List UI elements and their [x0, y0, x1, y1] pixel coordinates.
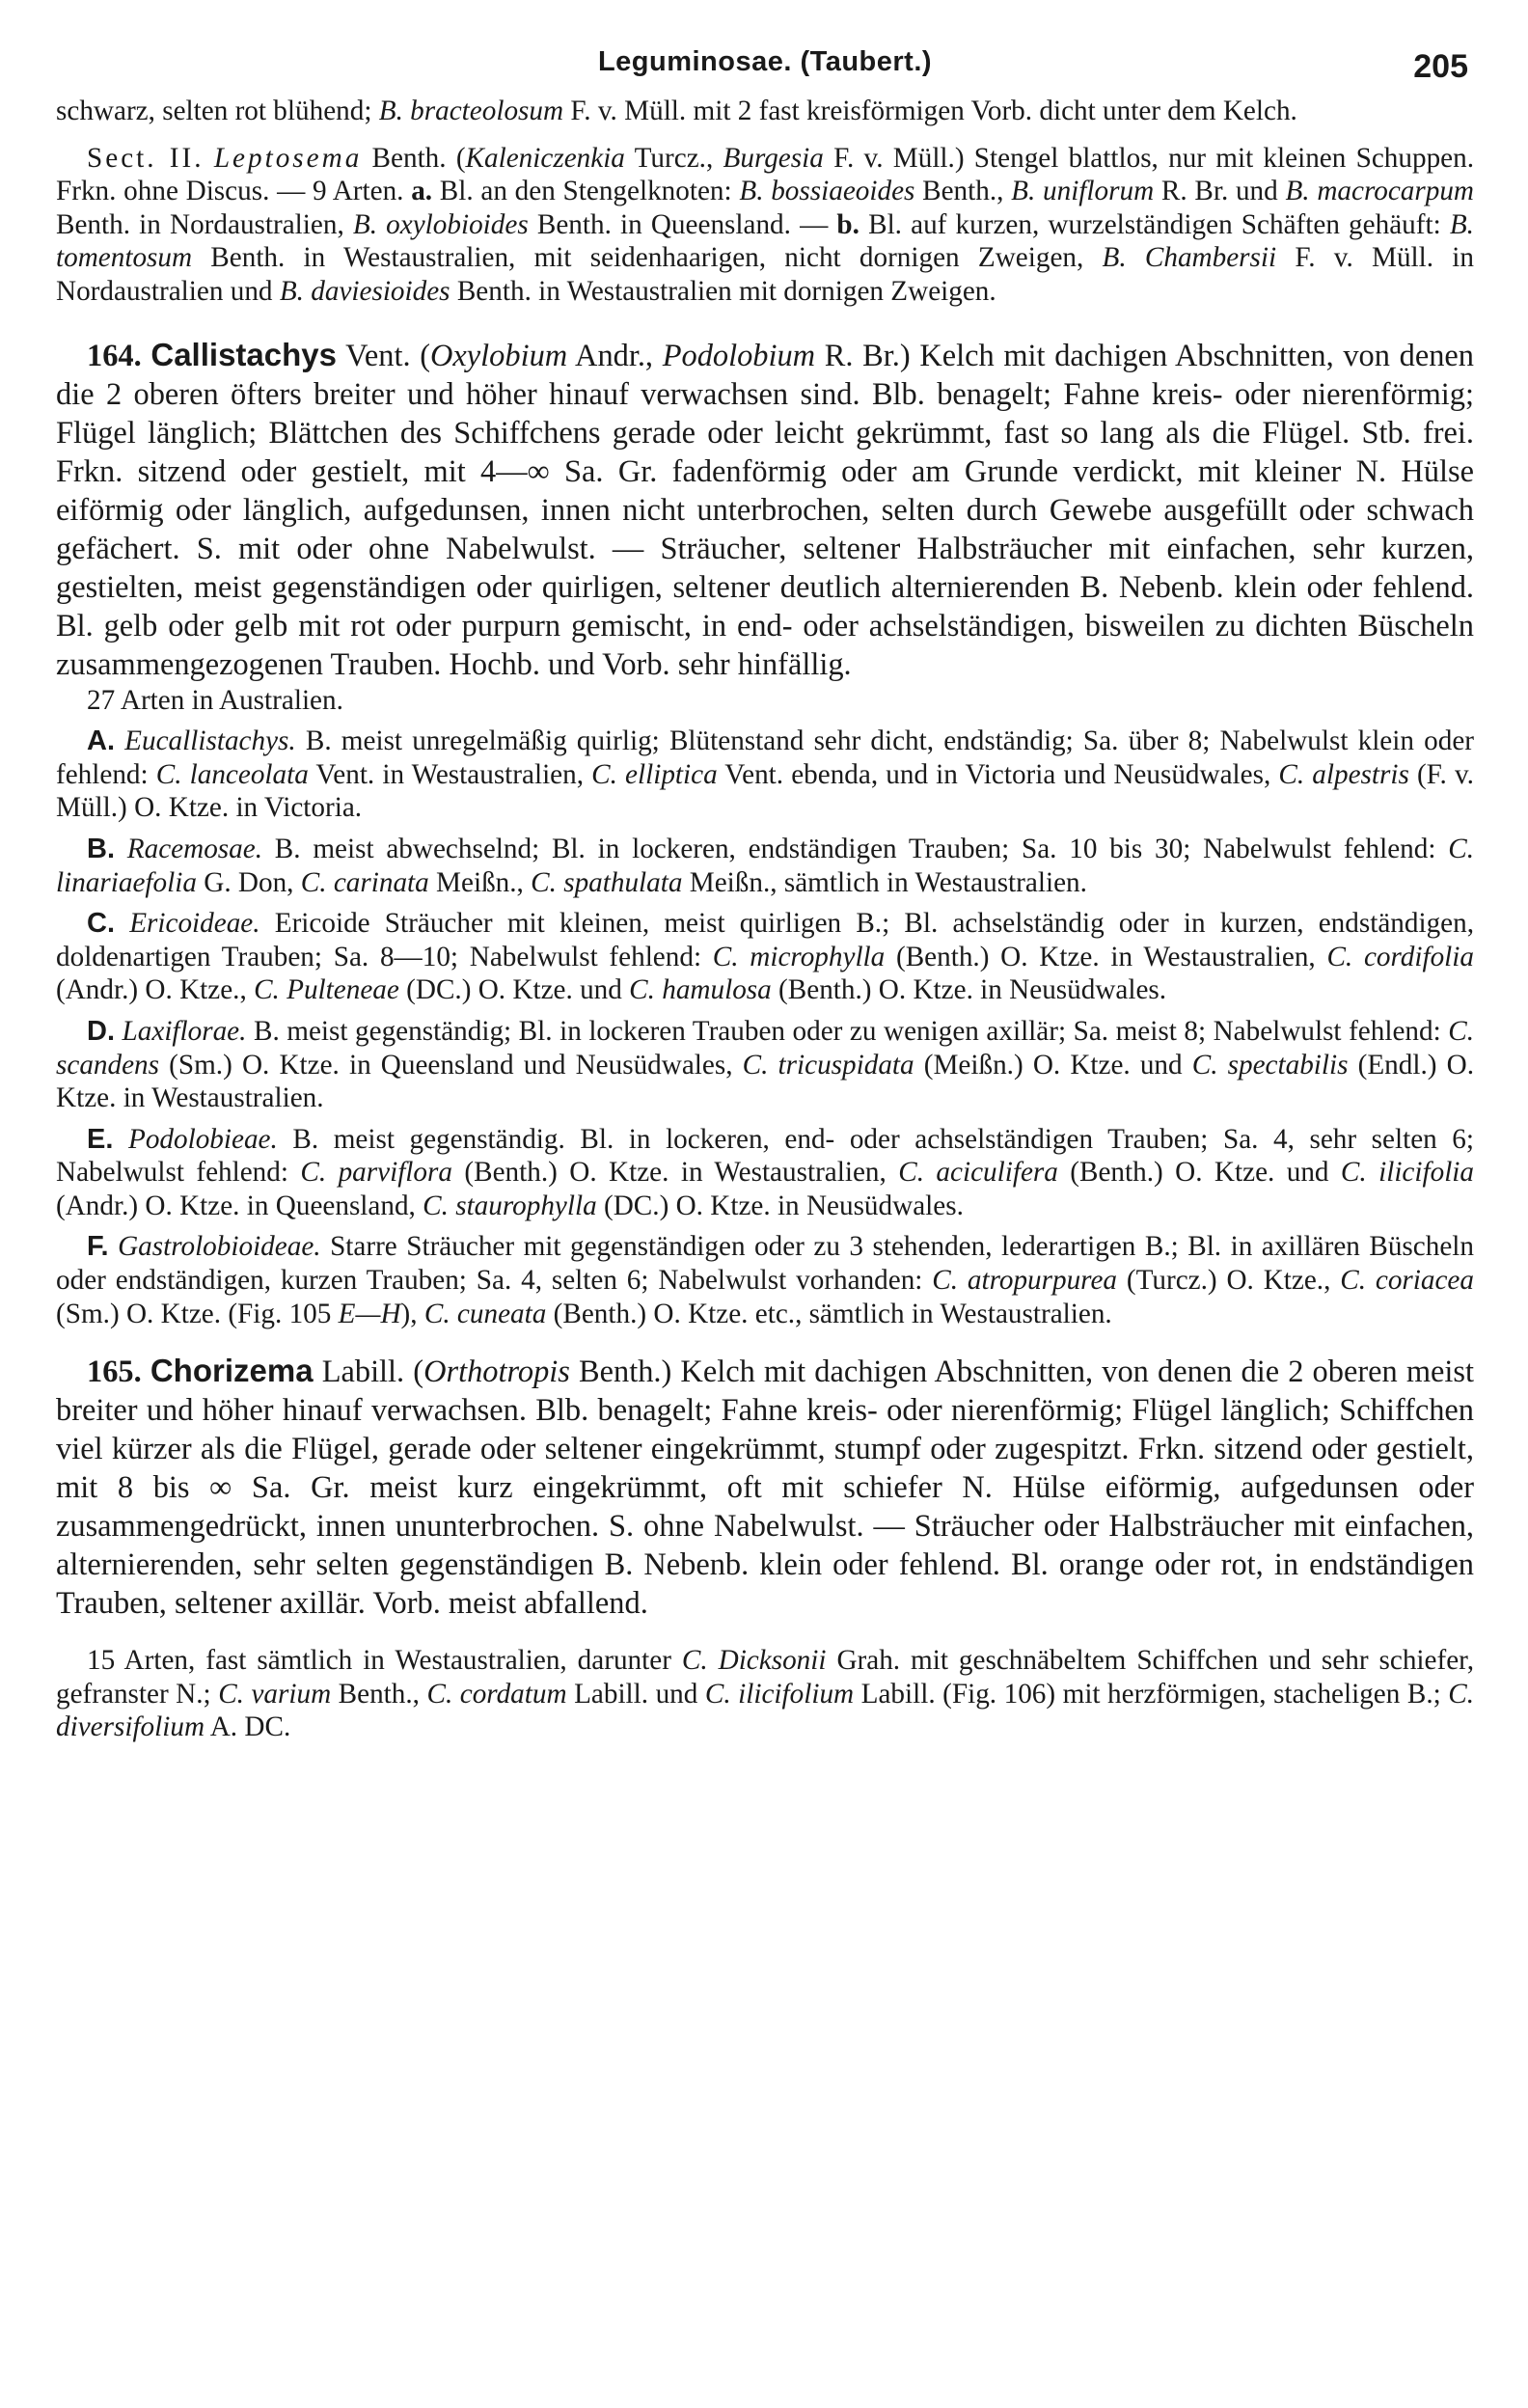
paragraph-continuation: schwarz, selten rot blühend; B. bracteolosum F. v. Müll. mit 2 fast kreisförmigen Vorb. dicht unter dem Kelch.: [56, 96, 1297, 126]
subsection-key: A.: [87, 725, 115, 757]
subsection-name: Podolobieae.: [127, 1123, 278, 1155]
genus-name: Callistachys: [150, 336, 337, 372]
subsection-C: C. Ericoideae. Ericoide Sträucher mit kleinen, meist quirligen B.; Bl. achselständig oder in kurzen, endständigen, doldenartigen Trauben; Sa. 8—10; Nabelwulst fehlend: C. microphylla (Benth.) O. Ktze. in Westaustralien, C. cordifolia (Andr.) O. Ktze., C. Pulteneae (DC.) O. Ktze. und C. hamulosa (Benth.) O. Ktze. in Neusüdwales.: [56, 908, 1475, 1006]
species-count: 27 Arten in Australien.: [87, 684, 343, 716]
subsection-A: A. Eucallistachys. B. meist unregelmäßig quirlig; Blütenstand sehr dicht, endständig; Sa. über 8; Nabelwulst klein oder fehlend: C. lanceolata Vent. in Westaustralien, C. elliptica Vent. ebenda, und in Victoria und Neusüdwales, C. alpestris (F. v. Müll.) O. Ktze. in Victoria.: [56, 725, 1474, 824]
running-title: Leguminosae. (Taubert.): [597, 46, 933, 77]
subsection-B: B. Racemosae. B. meist abwechselnd; Bl. in lockeren, endständigen Trauben; Sa. 10 bis 30; Nabelwulst fehlend: C. linariaefolia G. Don, C. carinata Meißn., C. spathulata Meißn., sämtlich in Westaustralien.: [56, 833, 1474, 898]
subsection-key: B.: [87, 833, 115, 864]
subsection-key: D.: [87, 1015, 115, 1047]
page-number: 205: [1413, 48, 1468, 85]
genus-number: 164.: [87, 338, 142, 373]
paragraph-section-leptosema: Sect. II. Leptosema Benth. (Kaleniczenkia Turcz., Burgesia F. v. Müll.) Stengel blattlos, nur mit kleinen Schuppen. Frkn. ohne Discus. — 9 Arten. a. Bl. an den Stengelknoten: B. bossiaeoides Benth., B. uniflorum R. Br. und B. macrocarpum Benth. in Nordaustralien, B. oxylobioides Benth. in Queensland. — b. Bl. auf kurzen, wurzelständigen Schäften gehäuft: B. tomentosum Benth. in Westaustralien, mit seidenhaarigen, nicht dornigen Zweigen, B. Chambersii F. v. Müll. in Nordaustralien und B. daviesioides Benth. in Westaustralien mit dornigen Zweigen.: [56, 142, 1475, 307]
subsection-F: F. Gastrolobioideae. Starre Sträucher mit gegenständigen oder zu 3 stehenden, lederartigen B.; Bl. in axillären Büscheln oder endständigen, kurzen Trauben; Sa. 4, selten 6; Nabelwulst vorhanden: C. atropurpurea (Turcz.) O. Ktze., C. coriacea (Sm.) O. Ktze. (Fig. 105 E—H), C. cuneata (Benth.) O. Ktze. etc., sämtlich in Westaustralien.: [56, 1231, 1474, 1329]
page-header: [56, 41, 1474, 95]
section-name: Leptosema: [213, 142, 363, 174]
subsection-name: Gastrolobioideae.: [118, 1231, 321, 1263]
subsection-key: C.: [87, 908, 115, 940]
taxon-name: B. bracteolosum: [378, 96, 564, 126]
genus-number: 165.: [87, 1354, 142, 1390]
paragraph-genus-callistachys: 164. Callistachys Vent. (Oxylobium Andr., Podolobium R. Br.) Kelch mit dachigen Abschnitten, von denen die 2 oberen öfters breiter und höher hinauf verwachsen sind. Blb. benagelt; Fahne kreis- oder nierenförmig; Flügel länglich; Blättchen des Schiffchens gerade oder leicht gekrümmt, fast so lang als die Flügel. Stb. frei. Frkn. sitzend oder gestielt, mit 4—∞ Sa. Gr. fadenförmig oder am Grunde verdickt, mit kleiner N. Hülse eiförmig oder länglich, aufgedunsen, innen nicht unterbrochen, selten durch Gewebe ausgefüllt oder schwach gefächert. S. mit oder ohne Nabelwulst. — Sträucher, seltener Halbsträucher mit einfachen, sehr kurzen, gestielten, meist gegenständigen oder quirligen, seltener deutlich alternierenden B. Nebenb. klein oder fehlend. Bl. gelb oder gelb mit rot oder purpurn gemischt, in end- oder achselständigen, bisweilen zu dichten Büscheln zusammengezogenen Trauben. Hochb. und Vorb. sehr hinfällig.: [56, 336, 1474, 682]
subsection-key: E.: [87, 1123, 114, 1155]
subsection-name: Racemosae.: [126, 833, 262, 864]
paragraph-genus-chorizema: 165. Chorizema Labill. (Orthotropis Benth.) Kelch mit dachigen Abschnitten, von denen die 2 oberen meist breiter und höher hinauf verwachsen. Blb. benagelt; Fahne kreis- oder nierenförmig; Flügel länglich; Schiffchen viel kürzer als die Flügel, gerade oder seltener eingekrümmt, stumpf oder zugespitzt. Frkn. sitzend oder gestielt, mit 8 bis ∞ Sa. Gr. meist kurz eingekrümmt, oft mit schiefer N. Hülse eiförmig, aufgedunsen oder zusammengedrückt, innen ununterbrochen. S. ohne Nabelwulst. — Sträucher oder Halbsträucher mit einfachen, alternierenden, sehr selten gegenständigen B. Nebenb. klein oder fehlend. Bl. orange oder rot, in endständigen Trauben, seltener axillär. Vorb. meist abfallend.: [56, 1353, 1474, 1622]
subsection-name: Laxiflorae.: [122, 1015, 247, 1047]
subsection-key: F.: [87, 1231, 109, 1263]
subsection-D: D. Laxiflorae. B. meist gegenständig; Bl. in lockeren Trauben oder zu wenigen axillär; Sa. meist 8; Nabelwulst fehlend: C. scandens (Sm.) O. Ktze. in Queensland und Neusüdwales, C. tricuspidata (Meißn.) O. Ktze. und C. spectabilis (Endl.) O. Ktze. in Westaustralien.: [56, 1015, 1474, 1114]
subsection-name: Eucallistachys.: [124, 725, 296, 757]
paragraph-species-chorizema: 15 Arten, fast sämtlich in Westaustralien, darunter C. Dicksonii Grah. mit geschnäbeltem Schiffchen und sehr schiefer, gefranster N.; C. varium Benth., C. cordatum Labill. und C. ilicifolium Labill. (Fig. 106) mit herzförmigen, stacheligen B.; C. diversifolium A. DC.: [56, 1645, 1475, 1743]
genus-name: Chorizema: [150, 1353, 314, 1389]
subsection-name: Ericoideae.: [129, 908, 260, 940]
subsection-E: E. Podolobieae. B. meist gegenständig. Bl. in lockeren, end- oder achselständigen Trauben; Sa. 4, sehr selten 6; Nabelwulst fehlend: C. parviflora (Benth.) O. Ktze. in Westaustralien, C. aciculifera (Benth.) O. Ktze. und C. ilicifolia (Andr.) O. Ktze. in Queensland, C. staurophylla (DC.) O. Ktze. in Neusüdwales.: [56, 1123, 1475, 1221]
section-label: Sect. II.: [87, 142, 205, 174]
